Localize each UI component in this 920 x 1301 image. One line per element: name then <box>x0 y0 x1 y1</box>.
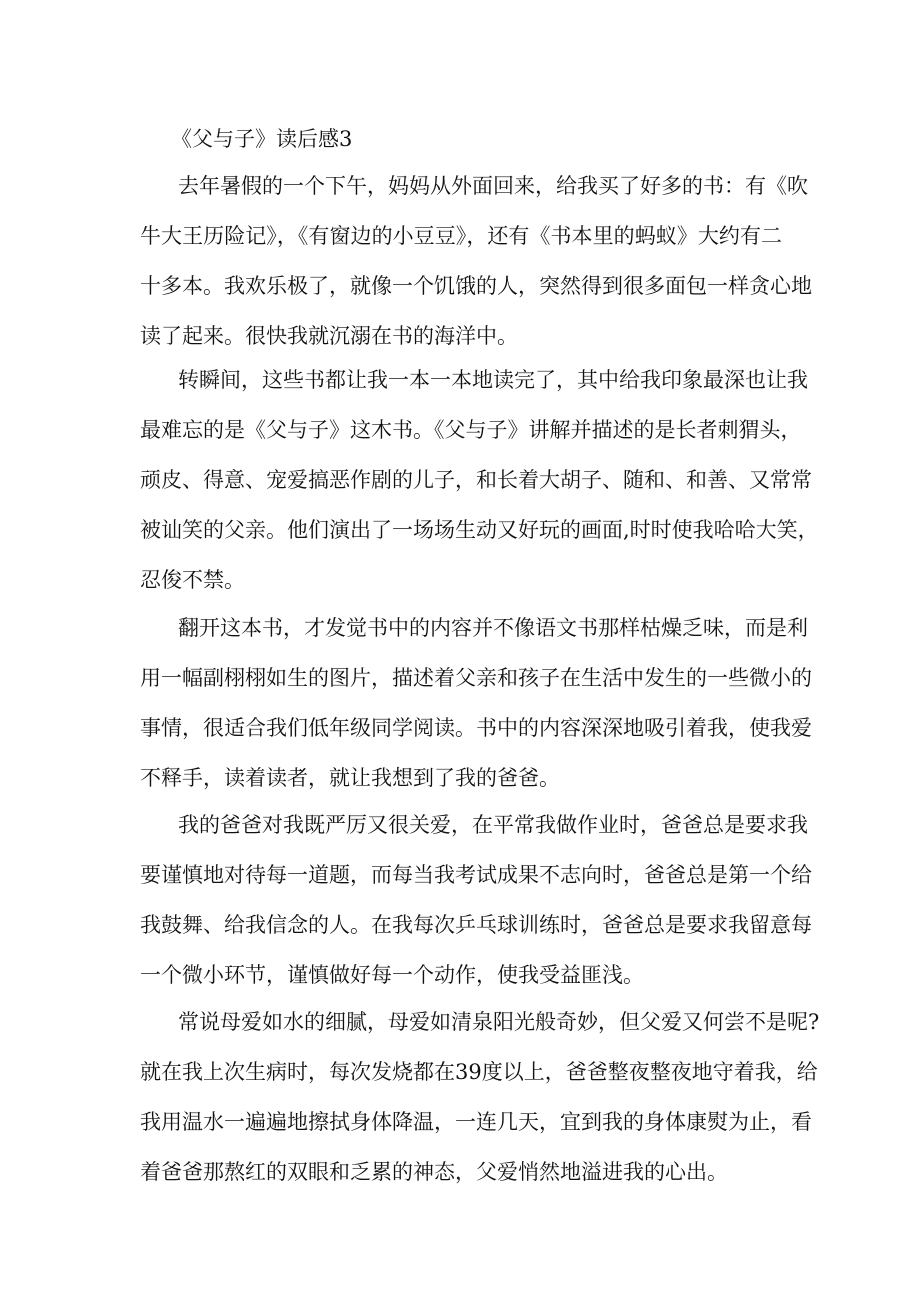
text-line: 我鼓舞、给我信念的人。在我每次乒乓球训练时，爸爸总是要求我留意每 <box>140 913 812 937</box>
text-line: 常说母爱如水的细腻，母爱如清泉阳光般奇妙，但父爱又何尝不是呢? <box>178 1010 820 1034</box>
text-line: 我用温水一遍遍地擦拭身体降温，一连几天，宜到我的身体康熨为止，看 <box>140 1110 812 1134</box>
paragraph-1 <box>140 161 812 361</box>
text-line: 着爸爸那熬红的双眼和乏累的神态，父爱悄然地溢进我的心出。 <box>140 1160 728 1184</box>
paragraph-5 <box>140 997 820 1197</box>
text-line: 不释手，读着读者，就让我想到了我的爸爸。 <box>140 766 560 790</box>
text-line: 要谨慎地对待每一道题，而每当我考试成果不志向时，爸爸总是第一个给 <box>140 863 812 887</box>
document-title: 《父与子》读后感3 <box>171 127 353 151</box>
paragraph-3 <box>140 603 812 803</box>
text-line: 十多本。我欢乐极了，就像一个饥饿的人，突然得到很多面包一样贪心地 <box>140 274 812 298</box>
text-line: 顽皮、得意、宠爱搞恶作剧的儿子，和长着大胡子、随和、和善、又常常 <box>140 468 812 492</box>
text-line: 用一幅副栩栩如生的图片，描述着父亲和孩子在生活中发生的一些微小的 <box>140 666 812 690</box>
text-line: 读了起来。很快我就沉溺在书的海洋中。 <box>140 324 518 348</box>
text-line: 忍俊不禁。 <box>140 568 245 592</box>
text-line: 我的爸爸对我既严厉又很关爱，在平常我做作业时，爸爸总是要求我 <box>178 813 808 837</box>
text-line: 就在我上次生病时，每次发烧都在39度以上，爸爸整夜整夜地守着我，给 <box>140 1060 818 1084</box>
paragraph-4 <box>140 800 812 1000</box>
text-line: 被讪笑的父亲。他们演出了一场场生动又好玩的画面,时时使我哈哈大笑， <box>140 518 819 542</box>
text-line: 最难忘的是《父与子》这木书。《父与子》讲解并描述的是长者刺猬头， <box>140 418 802 442</box>
text-line: 翻开这本书，才发觉书中的内容并不像语文书那样枯燥乏味，而是利 <box>178 616 808 640</box>
text-line: 牛大王历险记》，《有窗边的小豆豆》，还有《书本里的蚂蚁》大约有二 <box>140 224 782 248</box>
text-line: 去年暑假的一个下午，妈妈从外面回来，给我买了好多的书：有《吹 <box>178 174 808 198</box>
text-line: 一个微小环节，谨慎做好每一个动作，使我受益匪浅。 <box>140 963 644 987</box>
text-line: 转瞬间，这些书都让我一本一本地读完了，其中给我印象最深也让我 <box>178 368 808 392</box>
paragraph-2 <box>140 355 819 605</box>
text-line: 事情，很适合我们低年级同学阅读。书中的内容深深地吸引着我，使我爱 <box>140 716 812 740</box>
